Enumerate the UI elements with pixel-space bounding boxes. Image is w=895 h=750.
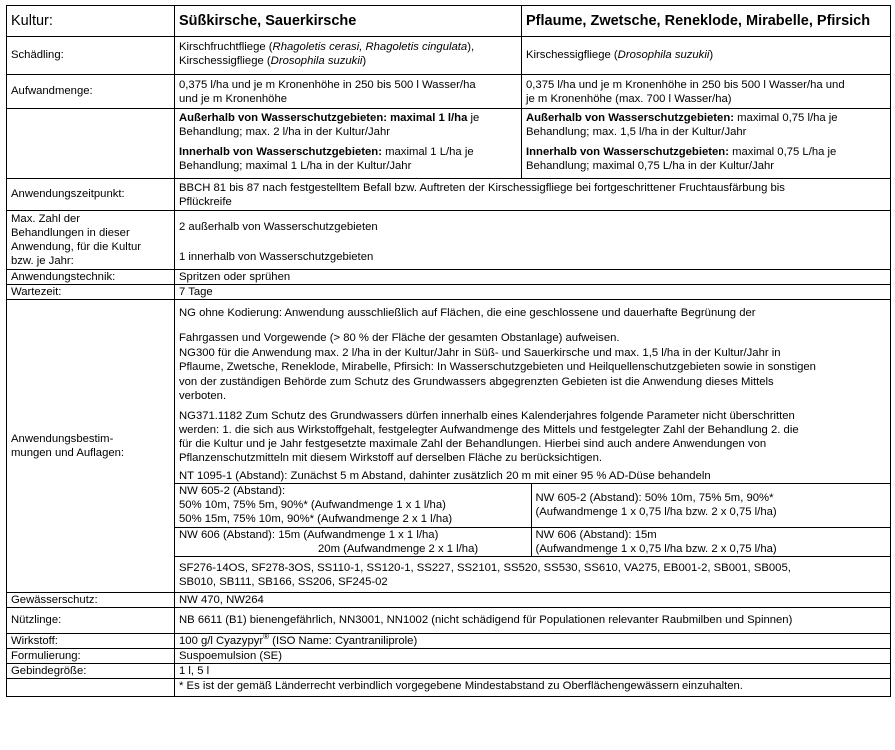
maxzahl-value: 2 außerhalb von Wasserschutzgebieten 1 innerhalb von Wasserschutzgebieten	[175, 211, 891, 270]
row-gebinde	[7, 664, 891, 679]
nw606-col1: NW 606 (Abstand): 15m (Aufwandmenge 1 x 1 l/ha) 20m (Aufwandmenge 2 x 1 l/ha)	[175, 527, 531, 556]
row-schaedling	[7, 37, 891, 75]
product-authorization-table	[6, 5, 891, 697]
formulierung-label: Formulierung:	[7, 649, 175, 664]
footnote-text: * Es ist der gemäß Länderrecht verbindlich vorgegebene Mindestabstand zu Oberflächengewässern einzuhalten.	[175, 679, 891, 697]
aufwand-limits-col2: Außerhalb von Wasserschutzgebieten: maximal 0,75 l/ha je Behandlung; max. 1,5 l/ha in der Kultur/Jahr Innerhalb von Wasserschutzgebieten: maximal 0,75 L/ha je Behandlung; maximal 0,75 L/ha in der Kultur/Jahr	[522, 109, 891, 179]
ng-block: NG ohne Kodierung: Anwendung ausschließlich auf Flächen, die eine geschlossene und dauerhafte Begrünung der Fahrgassen und Vorgewende (> 80 % der Fläche der gesamten Obstanlage) aufweisen.	[179, 307, 756, 345]
sf-row	[175, 556, 890, 593]
footnote-label	[7, 679, 175, 697]
nuetzlinge-value: NB 6611 (B1) bienengefährlich, NN3001, NN1002 (nicht schädigend für Populationen relevanter Raubmilben und Spinnen)	[175, 607, 891, 633]
row-aufwand-limits	[7, 109, 891, 179]
row-kultur	[7, 6, 891, 37]
gebinde-value: 1 l, 5 l	[175, 664, 891, 679]
wartezeit-value: 7 Tage	[175, 285, 891, 300]
auflagen-label: Anwendungsbestim- mungen und Auflagen:	[7, 300, 175, 593]
row-maxzahl	[7, 211, 891, 270]
gewaesser-label: Gewässerschutz:	[7, 592, 175, 607]
nw606-row	[175, 527, 890, 556]
row-wirkstoff	[7, 633, 891, 648]
technik-label: Anwendungstechnik:	[7, 270, 175, 285]
zeitpunkt-label: Anwendungszeitpunkt:	[7, 179, 175, 211]
row-wartezeit	[7, 285, 891, 300]
row-footnote	[7, 679, 891, 697]
row-technik	[7, 270, 891, 285]
nw606-col2: NW 606 (Abstand): 15m (Aufwandmenge 1 x 0,75 l/ha bzw. 2 x 0,75 l/ha)	[531, 527, 890, 556]
nw6052-row	[175, 484, 890, 527]
auflagen-content	[175, 300, 891, 593]
kultur-col1: Süßkirsche, Sauerkirsche	[175, 6, 522, 37]
schaedling-label: Schädling:	[7, 37, 175, 75]
sf-codes: SF276-14OS, SF278-3OS, SS110-1, SS120-1, SS227, SS2101, SS520, SS530, SS610, VA275, EB001-2, SB001, SB005, SB010, SB111, SB166, SS206, SF245-02	[175, 556, 890, 593]
gewaesser-value: NW 470, NW264	[175, 592, 891, 607]
ng300-block: NG300 für die Anwendung max. 2 l/ha in der Kultur/Jahr in Süß- und Sauerkirsche und max. 1,5 l/ha in der Kultur/Jahr in Pflaume, Zwetsche, Reneklode, Mirabelle, Pfirsich: In Wasserschutzgebieten und Heilquellenschutzgebieten sowie in sonstigen von der zuständigen Behörde zum Schutz des Grundwassers abgegrenzten Gebieten ist die Anwendung dieses Mittels verboten.	[179, 347, 816, 402]
row-formulierung	[7, 649, 891, 664]
kultur-col2: Pflaume, Zwetsche, Reneklode, Mirabelle, Pfirsich	[522, 6, 891, 37]
schaedling-col2: Kirschessigfliege (Drosophila suzukii)	[522, 37, 891, 75]
nuetzlinge-label: Nützlinge:	[7, 607, 175, 633]
nw6052-col1: NW 605-2 (Abstand): 50% 10m, 75% 5m, 90%* (Aufwandmenge 1 x 1 l/ha) 50% 15m, 75% 10m, 90%* (Aufwandmenge 2 x 1 l/ha)	[175, 484, 531, 527]
wartezeit-label: Wartezeit:	[7, 285, 175, 300]
row-nuetzlinge	[7, 607, 891, 633]
row-gewaesser	[7, 592, 891, 607]
nt1095-block: NT 1095-1 (Abstand): Zunächst 5 m Abstand, dahinter zusätzlich 20 m mit einer 95 % AD-Düse behandeln	[179, 470, 711, 483]
row-zeitpunkt	[7, 179, 891, 211]
maxzahl-label: Max. Zahl der Behandlungen in dieser Anwendung, für die Kultur bzw. je Jahr:	[7, 211, 175, 270]
aufwand-col1: 0,375 l/ha und je m Kronenhöhe in 250 bis 500 l Wasser/ha und je m Kronenhöhe	[175, 75, 522, 109]
zeitpunkt-value: BBCH 81 bis 87 nach festgestelltem Befall bzw. Auftreten der Kirschessigfliege bei fortgeschrittener Fruchtausfärbung bis Pflückreife	[175, 179, 891, 211]
technik-value: Spritzen oder sprühen	[175, 270, 891, 285]
aufwand-limits-col1: Außerhalb von Wasserschutzgebieten: maximal 1 l/ha je Behandlung; max. 2 l/ha in der Kultur/Jahr Innerhalb von Wasserschutzgebieten: maximal 1 L/ha je Behandlung; maximal 1 L/ha in der Kultur/Jahr	[175, 109, 522, 179]
gebinde-label: Gebindegröße:	[7, 664, 175, 679]
aufwand-limits-label	[7, 109, 175, 179]
schaedling-col1: Kirschfruchtfliege (Rhagoletis cerasi, Rhagoletis cingulata), Kirschessigfliege (Drosophila suzukii)	[175, 37, 522, 75]
kultur-label: Kultur:	[7, 6, 175, 37]
nw6052-col2: NW 605-2 (Abstand): 50% 10m, 75% 5m, 90%* (Aufwandmenge 1 x 0,75 l/ha bzw. 2 x 0,75 l/ha)	[531, 484, 890, 527]
row-auflagen	[7, 300, 891, 593]
nw-subtable	[175, 483, 890, 593]
aufwand-col2: 0,375 l/ha und je m Kronenhöhe in 250 bis 500 l Wasser/ha und je m Kronenhöhe (max. 700 l Wasser/ha)	[522, 75, 891, 109]
wirkstoff-label: Wirkstoff:	[7, 633, 175, 648]
aufwand-label: Aufwandmenge:	[7, 75, 175, 109]
ng371-block: NG371.1182 Zum Schutz des Grundwassers dürfen innerhalb eines Kalenderjahres folgende Parameter nicht überschritten werden: 1. die sich aus Wirkstoffgehalt, festgelegter Aufwandmenge des Mittels und festgelegter Zahl der Behandlung 2. die für die Kultur und je Jahr festgesetzte maximale Zahl der Behandlungen. Hierbei sind auch andere Anwendungen von Pflanzenschutzmitteln mit diesem Wirkstoff auf derselben Fläche zu berücksichtigen.	[179, 409, 799, 465]
wirkstoff-value: 100 g/l Cyazypyr® (ISO Name: Cyantraniliprole)	[175, 633, 891, 648]
row-aufwand	[7, 75, 891, 109]
formulierung-value: Suspoemulsion (SE)	[175, 649, 891, 664]
